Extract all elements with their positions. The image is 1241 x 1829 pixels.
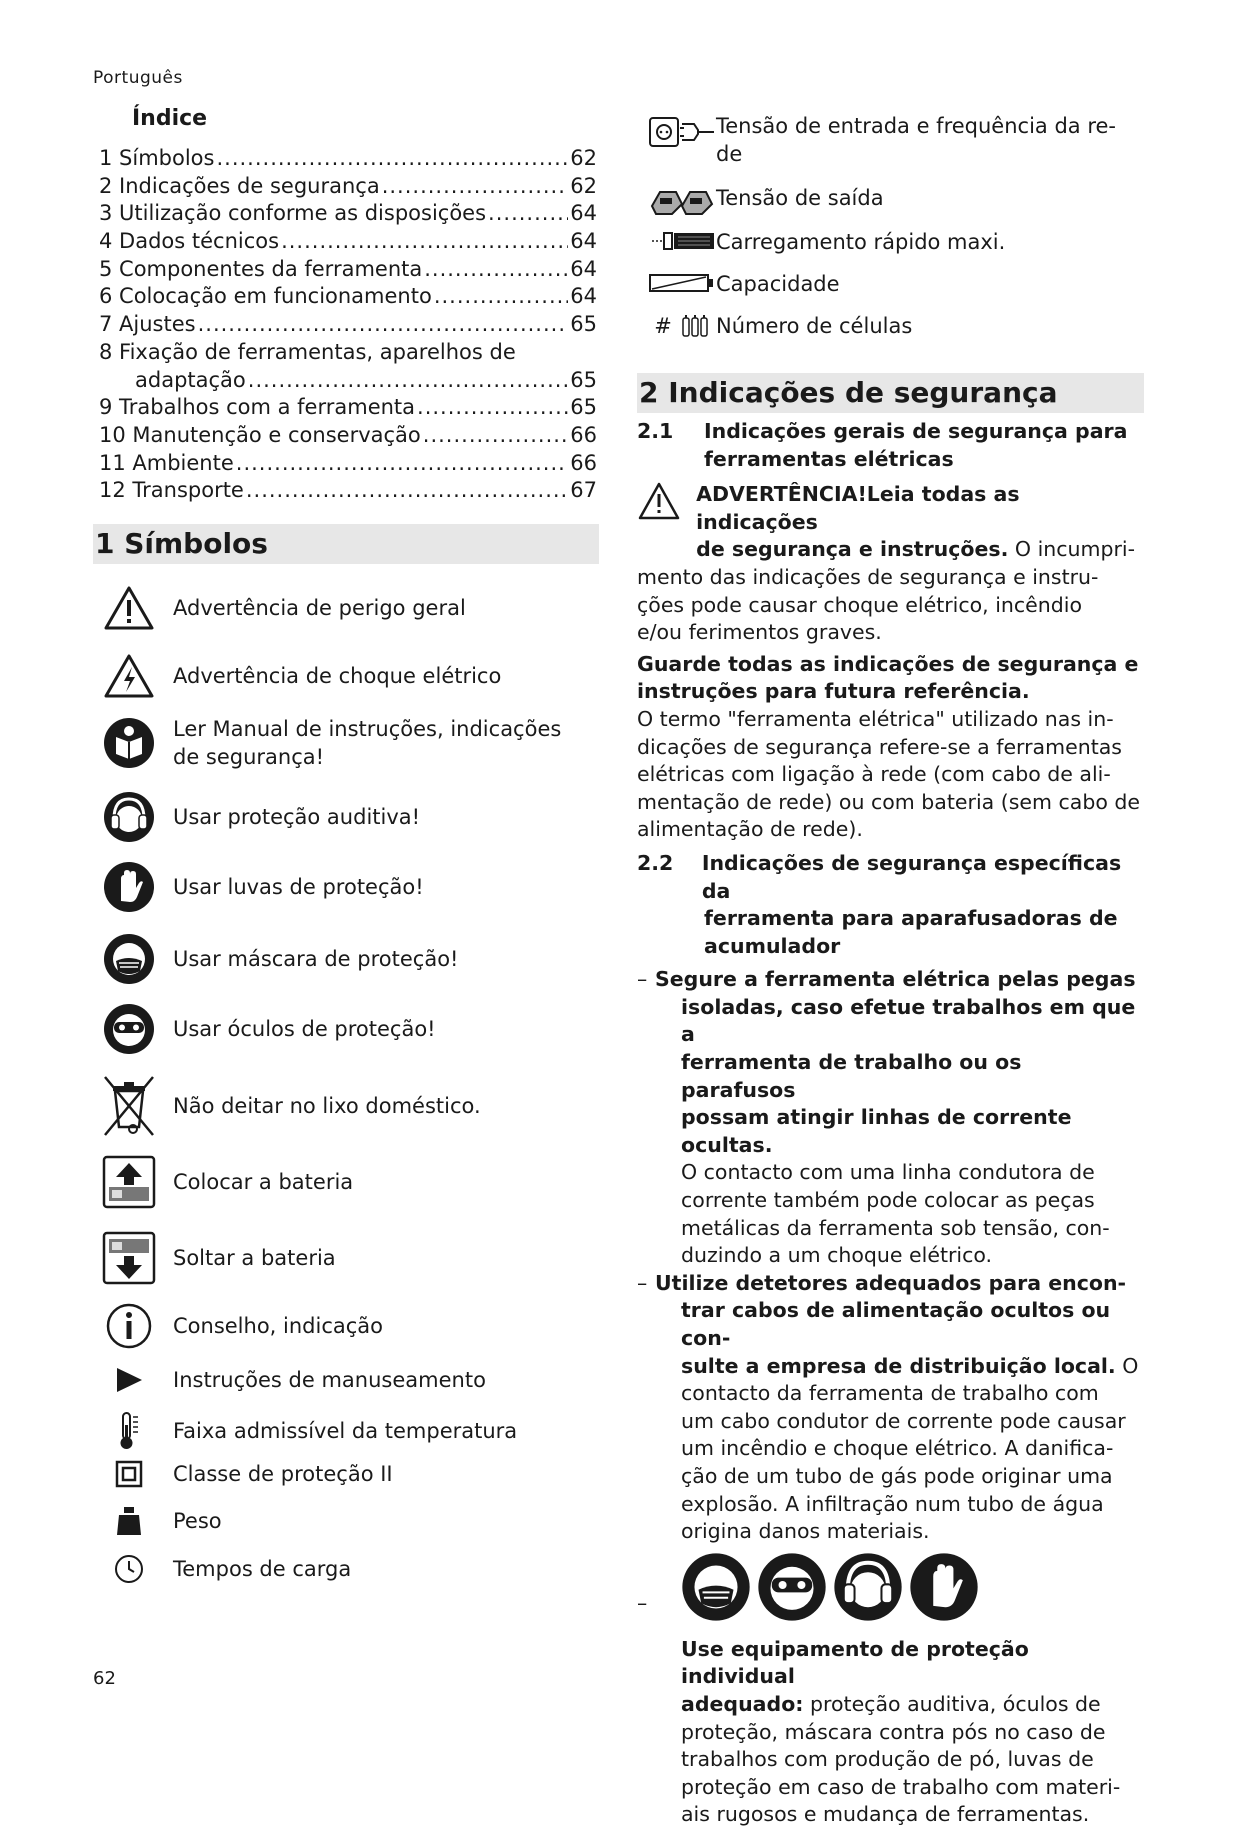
weight-icon [101,1505,157,1537]
list-item: Usar máscara de proteção! [101,933,458,985]
ppe-icons [681,1552,979,1622]
battery-pack-icon [648,184,716,218]
list-item: Instruções de manuseamento [101,1365,486,1395]
play-arrow-icon [101,1365,157,1395]
electric-shock-icon [101,653,157,699]
list-item: # Número de células [654,314,913,338]
language-label: Português [93,68,183,88]
warning-triangle-icon [637,481,696,564]
list-item: Tensão de entrada e frequência da re- de [648,112,1116,168]
toc-entry[interactable]: 1 Símbolos ..... 62 [99,146,597,174]
list-item: Tempos de carga [101,1553,351,1585]
toc-entry[interactable]: 3 Utilização conforme as disposições ..... 64 [99,201,597,229]
mask-icon [681,1552,751,1622]
list-item: Não deitar no lixo doméstico. [101,1075,481,1137]
crossed-bin-icon [101,1075,157,1137]
class2-icon [101,1459,157,1489]
cells-icon [680,313,710,339]
list-item: Faixa admissível da temperatura [101,1411,517,1451]
goggles-icon [757,1552,827,1622]
subheading-2-2: 2.2 Indicações de segurança específicas da [637,850,1122,903]
toc-entry[interactable]: 5 Componentes da ferramenta ..... 64 [99,257,597,285]
clock-icon [101,1553,157,1585]
list-item: Ler Manual de instruções, indicações de segurança! [101,715,561,771]
list-item: Carregamento rápido maxi. [648,228,1005,256]
toc-entry[interactable]: 2 Indicações de segurança ..... 62 [99,174,597,202]
toc-entry-continuation[interactable]: adaptação ..... 65 [99,368,597,396]
ear-protection-icon [101,791,157,843]
remove-battery-icon [101,1231,157,1285]
toc-entry[interactable]: 4 Dados técnicos ..... 64 [99,229,597,257]
list-item: Usar óculos de proteção! [101,1003,436,1055]
list-item: Advertência de perigo geral [101,585,466,631]
list-item: Tensão de saída [648,184,884,218]
capacity-icon [648,270,716,296]
gloves-icon [101,861,157,913]
toc-entry[interactable]: 11 Ambiente ..... 66 [99,451,597,479]
hash-label: # [654,314,672,338]
section-heading-symbols: 1 Símbolos [93,524,599,564]
thermometer-icon [101,1411,157,1451]
ear-protection-icon [833,1552,903,1622]
list-item: – Utilize detetores adequados para encon- [637,1270,1127,1295]
toc-entry[interactable]: 10 Manutenção e conservação ..... 66 [99,423,597,451]
subheading-2-1: 2.1 Indicações gerais de segurança para [637,419,1128,443]
safety-section-body: 2.1 Indicações gerais de segurança para ferramentas elétricas ADVERTÊNCIA!Leia todas as indicações de segurança e instruções. O incumpri- mento das indicações de segurança e instru- ções pode causar choque elétrico, incêndio e/ou ferimentos graves. Guarde todas as indicações de segurança e instruções para futura referência. O termo "ferramenta elétrica" utilizado nas in- dicações de segurança refere-se a ferramentas elétricas com ligação à rede (com cabo de ali- mentação de rede) ou com bateria (sem cabo de alimentação de rede). 2.2 Indicações de segurança específicas da ferramenta para aparafusadoras de acumulador – Segure a ferramenta elétrica pelas pegas isoladas, caso efetue trabalhos em que a ferramenta de trabalho ou os parafusos possam atingir linhas de corrente ocultas. O contacto com uma linha condutora de corrente também pode colocar as peças metálicas da ferramenta sob tensão, con- duzindo a um choque elétrico. – Utilize detetores adequados para encon- trar cabos de alimentação ocultos ou con- sulte a empresa de distribuição local. O contacto da ferramenta de trabalho com um cabo condutor de corrente pode causar um incêndio e choque elétrico. A danifica- ção de um tubo de gás pode originar uma explosão. A infiltração num tubo de água origina danos materiais. – Use equipamento de proteção individual adequado: proteção auditiva, óculos de proteção, máscara contra pós no caso de trabalhos com produção de pó, luvas de proteção em caso de trabalho com materi- ais rugosos e mudança de ferramentas. [637,419,1141,1827]
section-heading-safety: 2 Indicações de segurança [637,373,1144,413]
table-of-contents [99,146,597,506]
list-item: Peso [101,1505,222,1537]
mains-plug-icon [648,112,716,152]
list-item: – Segure a ferramenta elétrica pelas pegas [637,967,1136,992]
toc-entry[interactable]: 7 Ajustes ..... 65 [99,312,597,340]
info-icon [101,1303,157,1349]
list-item: Soltar a bateria [101,1231,336,1285]
gloves-icon [909,1552,979,1622]
list-item: Classe de proteção II [101,1459,393,1489]
list-item: Advertência de choque elétrico [101,653,501,699]
mask-icon [101,933,157,985]
list-item: Capacidade [648,270,840,298]
toc-entry[interactable]: 8 Fixação de ferramentas, aparelhos de [99,339,516,364]
fast-charge-icon [648,228,716,254]
list-item: Colocar a bateria [101,1155,353,1209]
list-item: Conselho, indicação [101,1303,383,1349]
toc-entry[interactable]: 6 Colocação em funcionamento ..... 64 [99,284,597,312]
warning-triangle-icon [101,585,157,631]
warning-block: ADVERTÊNCIA!Leia todas as indicações de segurança e instruções. O incumpri- [637,481,1142,564]
read-manual-icon [101,717,157,769]
toc-entry[interactable]: 12 Transporte ..... 67 [99,478,597,506]
toc-entry[interactable]: 9 Trabalhos com a ferramenta ..... 65 [99,395,597,423]
list-item: – [637,1552,1142,1622]
list-item: Usar proteção auditiva! [101,791,420,843]
list-item: Usar luvas de proteção! [101,861,424,913]
insert-battery-icon [101,1155,157,1209]
page-number: 62 [93,1668,116,1689]
goggles-icon [101,1003,157,1055]
toc-title: Índice [132,106,208,131]
